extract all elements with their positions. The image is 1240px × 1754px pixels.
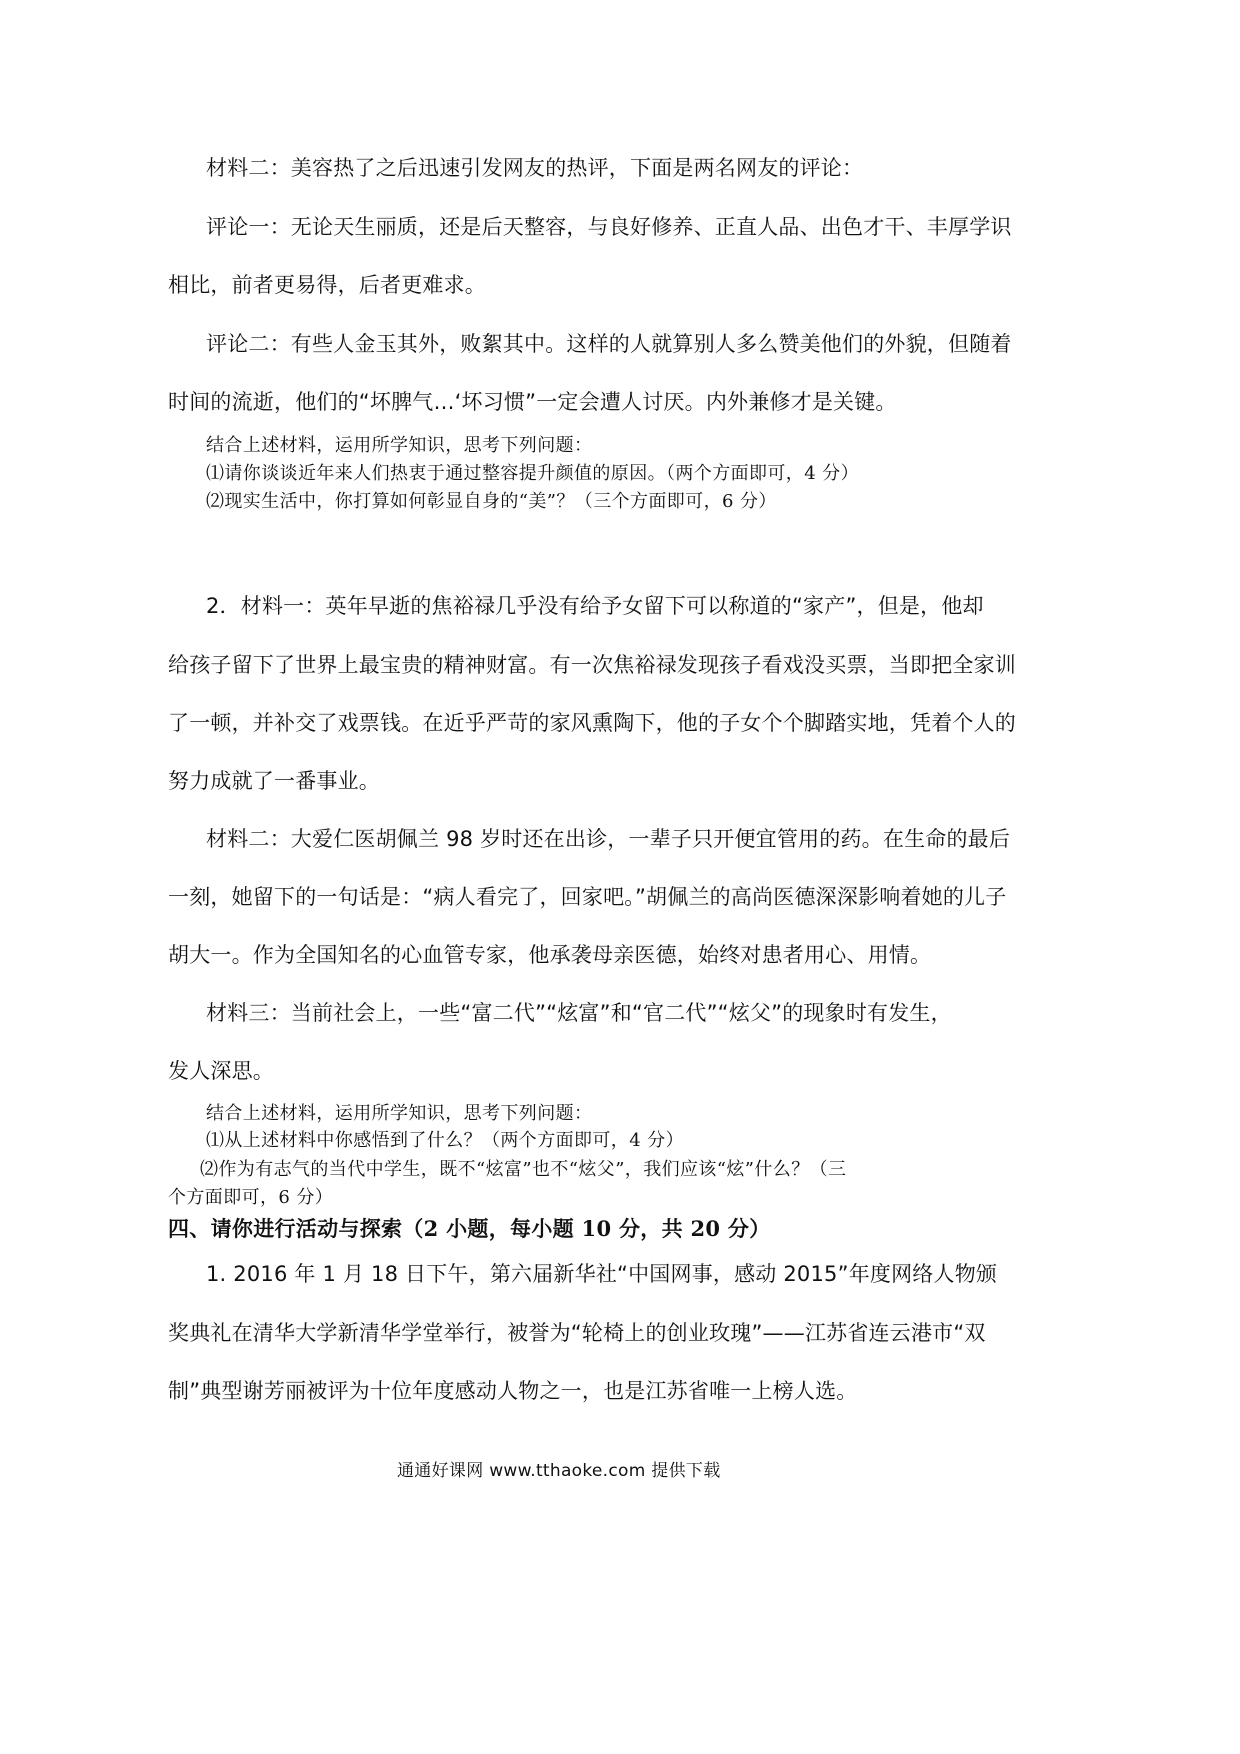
question-two-material-two: 一刻，她留下的一句话是：“病人看完了，回家吧。”胡佩兰的高尚医德深深影响着她的儿子 — [168, 885, 1007, 909]
section-four-heading: 四、请你进行活动与探索（2 小题，每小题 10 分，共 20 分） — [168, 1216, 771, 1241]
question-two-material-one: 努力成就了一番事业。 — [168, 769, 380, 793]
activity-paragraph-line: 1. 2016 年 1 月 18 日下午，第六届新华社“中国网事，感动 2015”年度网络人物颁 — [206, 1262, 998, 1286]
question-item: ⑵作为有志气的当代中学生，既不“炫富”也不“炫父”，我们应该“炫”什么？（三 — [200, 1159, 847, 1180]
question-two-material-two: 胡大一。作为全国知名的心血管专家，他承袭母亲医德，始终对患者用心、用情。 — [168, 943, 932, 967]
question-two-material-three: 材料三：当前社会上，一些“富二代”“炫富”和“官二代”“炫父”的现象时有发生， — [206, 1001, 952, 1025]
question-prompt: 结合上述材料，运用所学知识，思考下列问题： — [206, 435, 593, 456]
comment-one-line: 评论一：无论天生丽质，还是后天整容，与良好修养、正直人品、出色才干、丰厚学识 — [206, 215, 1012, 239]
material-two-intro: 材料二：美容热了之后迅速引发网友的热评，下面是两名网友的评论： — [206, 156, 864, 180]
question-two-material-one: 给孩子留下了世界上最宝贵的精神财富。有一次焦裕禄发现孩子看戏没买票，当即把全家训 — [168, 653, 1016, 677]
question-two-material-one: 了一顿，并补交了戏票钱。在近乎严苛的家风熏陶下，他的子女个个脚踏实地，凭着个人的 — [168, 711, 1016, 735]
question-item: ⑴从上述材料中你感悟到了什么？（两个方面即可，4 分） — [206, 1130, 684, 1151]
question-prompt: 结合上述材料，运用所学知识，思考下列问题： — [206, 1103, 593, 1124]
comment-two-line: 时间的流逝，他们的“坏脾气…‘坏习惯”一定会遭人讨厌。内外兼修才是关键。 — [168, 390, 897, 414]
footer-source: 通通好课网 www.tthaoke.com 提供下载 — [397, 1461, 721, 1481]
question-two-material-three: 发人深思。 — [168, 1059, 274, 1083]
activity-paragraph-line: 制”典型谢芳丽被评为十位年度感动人物之一，也是江苏省唯一上榜人选。 — [168, 1379, 858, 1403]
question-item: 个方面即可，6 分） — [168, 1187, 334, 1208]
question-two-material-one: 2．材料一：英年早逝的焦裕禄几乎没有给予女留下可以称道的“家产”，但是，他却 — [206, 594, 984, 618]
comment-two-line: 评论二：有些人金玉其外，败絮其中。这样的人就算别人多么赞美他们的外貌，但随着 — [206, 332, 1012, 356]
comment-one-line: 相比，前者更易得，后者更难求。 — [168, 273, 486, 297]
activity-paragraph-line: 奖典礼在清华大学新清华学堂举行，被誉为“轮椅上的创业玫瑰”——江苏省连云港市“双 — [168, 1321, 986, 1345]
question-item: ⑵现实生活中，你打算如何彰显自身的“美”？（三个方面即可，6 分） — [206, 491, 777, 512]
question-two-material-two: 材料二：大爱仁医胡佩兰 98 岁时还在出诊，一辈子只开便宜管用的药。在生命的最后 — [206, 827, 1011, 851]
question-item: ⑴请你谈谈近年来人们热衷于通过整容提升颜值的原因。（两个方面即可，4 分） — [206, 463, 859, 484]
